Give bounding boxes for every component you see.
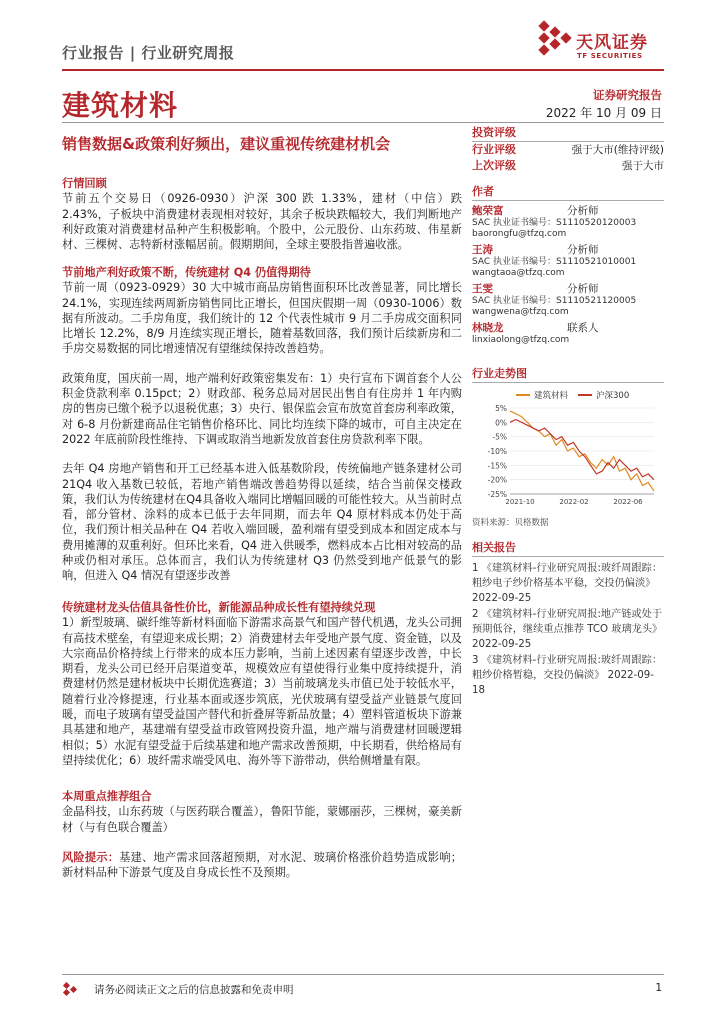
trend-chart (472, 386, 664, 510)
y-tick-label: -20% (487, 475, 507, 485)
y-tick-label: 0% (495, 418, 507, 428)
sidebar-trend (472, 366, 664, 383)
author-name: 王涛 (472, 243, 493, 256)
y-tick-label: -10% (487, 447, 507, 456)
chart-source: 资料来源：贝格数据 (472, 518, 549, 528)
related-title: 相关报告 (472, 541, 516, 554)
legend-label: 沪深300 (596, 391, 630, 401)
author-role: 分析师 (567, 282, 599, 295)
footer-divider (62, 974, 664, 975)
author-license: SAC 执业证书编号：S1110521010001 (472, 256, 637, 267)
author-email[interactable]: wangtaoa@tfzq.com (472, 268, 565, 279)
author-email[interactable]: baorongfu@tfzq.com (472, 229, 567, 240)
author-card (472, 321, 664, 349)
body-section-valuation (62, 600, 462, 768)
y-tick-label: 5% (495, 404, 507, 413)
author-license: SAC 执业证书编号：S1110521120005 (472, 295, 637, 306)
section-heading: 本周重点推荐组合 (62, 790, 152, 803)
divider (472, 382, 664, 383)
brand-name: 天风证券 (576, 33, 648, 53)
rating-title: 投资评级 (472, 126, 516, 139)
risk-text: 基建、地产需求回落超预期，对水泥、玻璃价格涨价趋势造成影响；新材料品种下游景气度及自身成长性不及预期。 (62, 851, 462, 880)
author-card (472, 204, 664, 243)
y-tick-label: -25% (487, 490, 507, 499)
author-card (472, 282, 664, 321)
author-role: 分析师 (567, 243, 599, 256)
authors-title: 作者 (472, 185, 494, 198)
rating-label: 上次评级 (472, 158, 516, 172)
x-tick-label: 2022-06 (613, 498, 643, 506)
footer-disclaimer: 请务必阅读正文之后的信息披露和免责申明 (94, 984, 294, 996)
section-heading: 行情回顾 (62, 177, 107, 190)
section-paragraph: 政策角度，国庆前一周，地产端利好政策密集发布：1）央行宣布下调首套个人公积金贷款利率 0.15pct；2）财政部、税务总局对居民出售自有住房并 1 年内购房的售房已缴个税予以退税优惠；3）央行、银保监会宣布放宽首套房利率政策，对 6-8 月份新建商品住宅销售价格环比、同比均连续下降的城市，可自主决定在 2022 年底前阶段性维持、下调或取消当地新发放首套住房贷款利率下限。 (62, 371, 462, 446)
x-tick-label: 2022-02 (559, 498, 589, 506)
report-category: 行业报告 | 行业研究周报 (62, 44, 235, 62)
title-divider (62, 122, 664, 123)
industry-title: 建筑材料 (62, 89, 179, 122)
author-role: 联系人 (567, 321, 599, 334)
author-email[interactable]: linxiaolong@tfzq.com (472, 334, 570, 345)
series-line (510, 420, 654, 480)
report-date: 2022 年 10 月 09 日 (545, 106, 662, 120)
section-paragraph: 节前一周（0923-0929）30 大中城市商品房销售面积环比改善显著，同比增长 24.1%，实现连续两周新房销售同比正增长，但国庆假期一周（0930-1006）数据有所波动。二手房角度，我们统计的 12 个代表性城市 9 月二手房成交面积同比增长 12.2%，8/9 月连续实现正增长，随着基数回落，我们预计后续新房和二手房交易数据的同比增速情况有望继续保持改善趋势。 (62, 281, 462, 356)
section-paragraph: 金晶科技，山东药玻（与医药联合覆盖），鲁阳节能，蒙娜丽莎，三棵树，豪美新材（与有色联合覆盖） (62, 805, 462, 834)
body-section-market-review (62, 176, 462, 252)
section-paragraph: 1）新型玻璃、碳纤维等新材料面临下游需求高景气和国产替代机遇，龙头公司拥有高技术壁垒，有望迎来成长期；2）消费建材去年受地产景气度、资金链，以及大宗商品价格持续上行带来的成本压力影响，当前上述因素有望逐步改善，中长期看，龙头公司已经开启渠道变革，规模效应有望使得行业集中度持续提升，消费建材仍然是建材板块中长期优选赛道；3）当前玻璃龙头市值已处于较低水平，随着行业冷修提速，行业基本面或逐步筑底，光伏玻璃有望受益产业链景气度回暖，而电子玻璃有望受益国产替代和折叠屏等新品放量；4）塑料管道板块下游兼具基建和地产，基建端有望受益市政管网投资升温，地产端与消费建材回暖逻辑相似；5）水泥有望受益于后续基建和地产需求改善预期，中长期看，供给格局有望持续优化；6）玻纤需求端受风电、海外等下游带动，供给侧增量有限。 (62, 616, 462, 767)
author-name: 林晓龙 (472, 321, 504, 334)
author-role: 分析师 (567, 204, 599, 217)
legend-label: 建筑材料 (534, 391, 569, 401)
divider (472, 200, 664, 201)
risk-label: 风险提示： (62, 851, 120, 864)
rating-label: 行业评级 (472, 142, 516, 156)
author-name: 王雯 (472, 282, 493, 295)
report-headline: 销售数据&政策利好频出，建议重视传统建材机会 (62, 135, 391, 153)
rating-row (472, 142, 664, 158)
body-section-policy (62, 265, 462, 584)
tf-footer-icon (62, 981, 84, 997)
brand-name-en: TF SECURITIES (577, 52, 643, 60)
report-type: 证券研究报告 (593, 88, 662, 102)
author-name: 鲍荣富 (472, 204, 504, 217)
header-divider (62, 69, 664, 71)
related-report-link[interactable]: 1 《建筑材料-行业研究周报:玻纤周跟踪：粗纱电子纱价格基本平稳，交投仍偏淡》 2022-09-25 (472, 562, 663, 605)
related-report-link[interactable]: 3 《建筑材料-行业研究周报:玻纤周跟踪：粗纱价格暂稳，交投仍偏淡》 2022-09-18 (472, 654, 663, 697)
x-tick-label: 2021-10 (505, 498, 535, 506)
author-email[interactable]: wangwena@tfzq.com (472, 307, 569, 318)
sidebar-related (472, 540, 664, 698)
rating-row (472, 158, 664, 174)
y-tick-label: -5% (492, 432, 507, 442)
risk-warning (62, 850, 462, 881)
body-section-picks (62, 789, 462, 835)
divider (472, 556, 664, 557)
trend-title: 行业走势图 (472, 367, 527, 380)
section-paragraph: 去年 Q4 房地产销售和开工已经基本进入低基数阶段，传统偏地产链条建材公司 21Q4 收入基数已较低，若地产销售端改善趋势得以延续，结合当前保交楼政策，我们认为传统建材在Q4具备收入端同比增幅回暖的可能性较大。从当前时点看，部分管材、涂料的成本已低于去年同期，而去年 Q4 原材料成本仍处于高位，我们预计相关品种在 Q4 若收入端回暖，盈利端有望受到成本和固定成本与费用摊薄的双重利好。但环比来看，Q4 进入供暖季，燃料成本占比相对较高的品种或仍相对承压。总体而言，我们认为传统建材 Q3 仍然受到地产低景气的影响，但进入 Q4 情况有望逐步改善 (62, 462, 462, 583)
page-number: 1 (655, 982, 662, 994)
section-heading: 传统建材龙头估值具备性价比，新能源品种成长性有望持续兑现 (62, 601, 376, 614)
rating-value: 强于大市(维持评级) (571, 143, 664, 156)
y-tick-label: -15% (487, 461, 507, 471)
rating-value: 强于大市 (622, 159, 664, 172)
sidebar-authors (472, 184, 664, 349)
section-heading: 节前地产利好政策不断，传统建材 Q4 仍值得期待 (62, 266, 311, 279)
author-license: SAC 执业证书编号：S1110520120003 (472, 217, 637, 228)
related-report-link[interactable]: 2 《建筑材料-行业研究周报:地产链或处于预期低谷，继续重点推荐 TCO 玻璃龙头》 2022-09-25 (472, 608, 663, 651)
section-paragraph: 节前五个交易日（0926-0930）沪深 300 跌 1.33%，建材（中信）跌 2.43%，子板块中消费建材表现相对较好，其余子板块跌幅较大，我们判断地产利好政策对消费建材品种产生积极影响。个股中，公元股份、山东药玻、伟星新材、三棵树、志特新材涨幅居前。假期期间，全球主要股指普遍收涨。 (62, 192, 462, 252)
author-card (472, 243, 664, 282)
tf-logo-icon (536, 20, 574, 60)
sidebar-rating (472, 125, 664, 174)
